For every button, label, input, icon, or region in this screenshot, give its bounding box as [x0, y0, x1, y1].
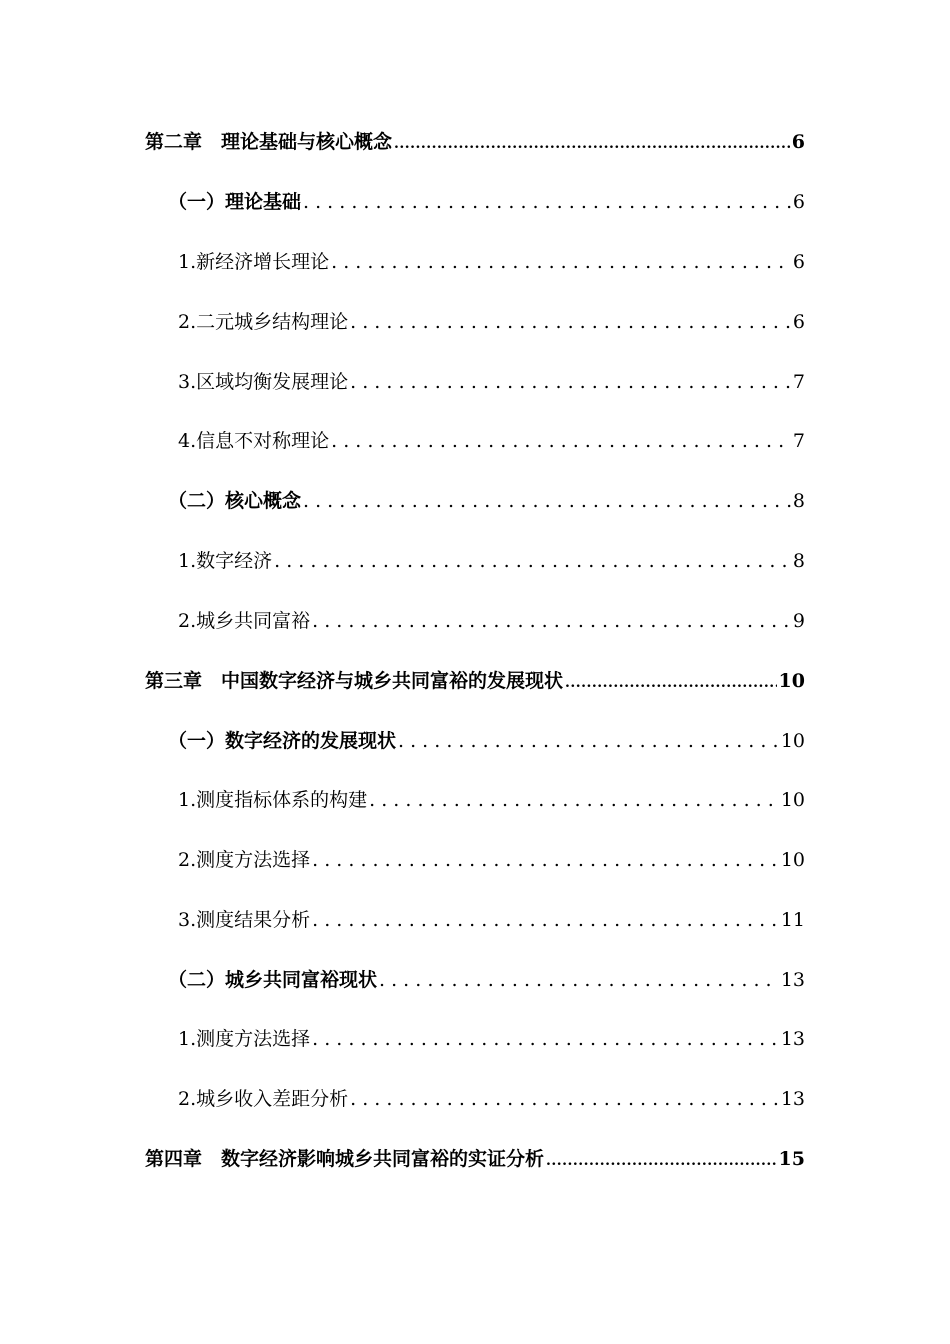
toc-entry-title: 4.信息不对称理论 — [178, 430, 330, 452]
toc-entry-title: （二）城乡共同富裕现状 — [168, 969, 378, 991]
toc-entry-chapter-3[interactable] — [145, 667, 805, 695]
toc-dot-leader — [312, 607, 791, 635]
toc-entry-title: 3.区域均衡发展理论 — [178, 371, 349, 393]
toc-page-number: 8 — [792, 490, 805, 512]
toc-entry-title: 第四章 数字经济影响城乡共同富裕的实证分析 — [145, 1148, 545, 1170]
toc-entry-title: 3.测度结果分析 — [178, 909, 311, 931]
toc-page-number: 10 — [778, 670, 805, 692]
toc-dot-leader — [274, 547, 791, 575]
toc-entry-subsection[interactable] — [178, 1025, 805, 1053]
toc-page-number: 10 — [780, 849, 805, 871]
toc-page-number: 6 — [792, 311, 805, 333]
toc-dot-leader — [303, 487, 791, 515]
toc-dot-leader — [312, 846, 779, 874]
toc-entry-title: 第二章 理论基础与核心概念 — [145, 131, 393, 153]
toc-page-number: 6 — [791, 131, 805, 153]
toc-entry-section[interactable] — [168, 188, 805, 216]
toc-entry-title: （一）理论基础 — [168, 191, 302, 213]
toc-entry-section[interactable] — [168, 487, 805, 515]
toc-dot-leader — [331, 248, 791, 276]
toc-entry-section[interactable] — [168, 966, 805, 994]
toc-dot-leader — [394, 128, 790, 158]
toc-dot-leader — [379, 966, 779, 994]
toc-page-number: 13 — [780, 1028, 805, 1050]
toc-dot-leader — [565, 667, 777, 697]
toc-dot-leader — [312, 906, 779, 934]
toc-entry-subsection[interactable] — [178, 846, 805, 874]
toc-entry-title: 1.数字经济 — [178, 550, 273, 572]
toc-dot-leader — [350, 308, 791, 336]
toc-dot-leader — [350, 1085, 779, 1113]
toc-entry-title: 2.城乡共同富裕 — [178, 610, 311, 632]
toc-entry-chapter-2[interactable] — [145, 128, 805, 156]
toc-entry-subsection[interactable] — [178, 906, 805, 934]
toc-entry-subsection[interactable] — [178, 547, 805, 575]
toc-page-number: 15 — [778, 1148, 805, 1170]
toc-entry-title: 2.测度方法选择 — [178, 849, 311, 871]
toc-entry-subsection[interactable] — [178, 368, 805, 396]
toc-dot-leader — [398, 727, 779, 755]
toc-page-number: 6 — [792, 191, 805, 213]
toc-entry-title: 1.测度指标体系的构建 — [178, 789, 368, 811]
toc-page-number: 13 — [780, 1088, 805, 1110]
toc-entry-subsection[interactable] — [178, 607, 805, 635]
toc-page-number: 11 — [780, 909, 805, 931]
toc-entry-subsection[interactable] — [178, 248, 805, 276]
toc-page-number: 7 — [792, 430, 805, 452]
toc-entry-subsection[interactable] — [178, 1085, 805, 1113]
toc-page-number: 10 — [780, 789, 805, 811]
toc-dot-leader — [369, 786, 779, 814]
toc-dot-leader — [546, 1145, 777, 1175]
toc-dot-leader — [350, 368, 791, 396]
toc-page-number: 9 — [792, 610, 805, 632]
toc-page-number: 6 — [792, 251, 805, 273]
toc-entry-title: 2.二元城乡结构理论 — [178, 311, 349, 333]
toc-entry-section[interactable] — [168, 727, 805, 755]
toc-dot-leader — [312, 1025, 779, 1053]
toc-dot-leader — [331, 427, 791, 455]
toc-page-number: 10 — [780, 730, 805, 752]
toc-entry-subsection[interactable] — [178, 786, 805, 814]
toc-entry-title: 第三章 中国数字经济与城乡共同富裕的发展现状 — [145, 670, 564, 692]
toc-page-number: 13 — [780, 969, 805, 991]
toc-entry-chapter-4[interactable] — [145, 1145, 805, 1173]
toc-entry-title: （一）数字经济的发展现状 — [168, 730, 397, 752]
toc-page-number: 7 — [792, 371, 805, 393]
toc-entry-title: 1.测度方法选择 — [178, 1028, 311, 1050]
toc-entry-title: （二）核心概念 — [168, 490, 302, 512]
toc-entry-title: 1.新经济增长理论 — [178, 251, 330, 273]
toc-dot-leader — [303, 188, 791, 216]
toc-page-number: 8 — [792, 550, 805, 572]
toc-entry-subsection[interactable] — [178, 308, 805, 336]
toc-entry-title: 2.城乡收入差距分析 — [178, 1088, 349, 1110]
toc-entry-subsection[interactable] — [178, 427, 805, 455]
